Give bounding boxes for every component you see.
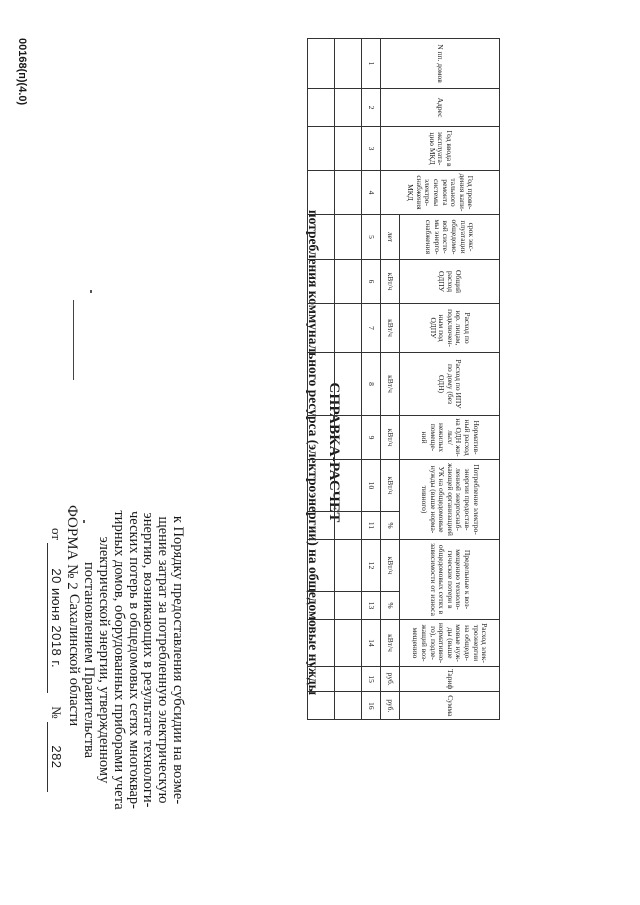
- preamble-line: щение затрат за потребленную электрическую: [155, 516, 172, 804]
- preamble-line: энергию, возникающих в результате технологи-: [140, 512, 157, 808]
- unit-cell: руб.: [381, 692, 400, 720]
- unit-cell: кВт/ч: [381, 620, 400, 667]
- date-prefix: от: [48, 528, 64, 541]
- table-header-row: [400, 39, 500, 720]
- date-day: 20: [48, 568, 64, 584]
- unit-cell: руб.: [381, 667, 400, 692]
- column-number-cell: 10: [362, 460, 381, 512]
- unit-cell: кВт/ч: [381, 416, 400, 460]
- unit-cell: лет: [381, 215, 400, 260]
- header-cell: Расход по юр. лицам, подключен- ным под ОДПУ: [400, 304, 500, 353]
- header-cell: срок экс- плуатации общедомо- вой систе- мы энерго- снабжения: [400, 215, 500, 260]
- date-value: [47, 543, 63, 693]
- document-subtitle: потребления коммунального ресурса (электроэнергии) на общедомовые нужды: [306, 209, 321, 696]
- unit-cell: кВт/ч: [381, 260, 400, 304]
- unit-cell: %: [381, 512, 400, 540]
- date-month: июня: [48, 588, 64, 622]
- unit-cell: кВт/ч: [381, 353, 400, 416]
- column-number-cell: 4: [362, 171, 381, 215]
- column-number-cell: 12: [362, 540, 381, 592]
- form-preamble: [47, 460, 185, 860]
- header-cell: Тариф: [400, 667, 500, 692]
- column-number-cell: 15: [362, 667, 381, 692]
- unit-cell: кВт/ч: [381, 460, 400, 512]
- header-cell: Сумма: [400, 692, 500, 720]
- signature-rule: [73, 300, 74, 380]
- column-number-cell: 14: [362, 620, 381, 667]
- table-blank-row: [335, 39, 362, 720]
- header-cell: Расход по ИПУ по дому (без ОДН): [400, 353, 500, 416]
- calculation-table: [307, 38, 500, 720]
- column-number-cell: 8: [362, 353, 381, 416]
- document-title: СПРАВКА-РАСЧЕТ: [326, 382, 342, 523]
- header-cell: Расход элек- троэнергии на общедо- мовые нуж- ды (выше нормативно- го), подле- жащий воз- мещению: [400, 620, 500, 667]
- preamble-line: электрической энергии, утвержденному: [96, 536, 113, 784]
- preamble-line: постановлением Правительства: [81, 561, 98, 759]
- header-cell: Предельные к воз- мещению техноло- гические потери в общедомовых сетях в зависимости от износа: [400, 540, 500, 620]
- header-cell: Год ввода в эксплуата- цию МКД: [381, 127, 500, 171]
- form-code: 00168(п)(4.0): [16, 38, 28, 106]
- header-cell: Год прове- дения капи- тального ремонта системы электро- снабжения МКД: [381, 171, 500, 215]
- column-number-cell: 9: [362, 416, 381, 460]
- preamble-line: ческих потерь в общедомовых сетях многоквар-: [125, 510, 142, 809]
- date-year: 2018 г.: [48, 625, 64, 669]
- column-number-cell: 16: [362, 692, 381, 720]
- column-number-cell: 11: [362, 512, 381, 540]
- header-cell: Норматив- ный расход на ОДН жи- лых/нежилых помеще- ний: [400, 416, 500, 460]
- scan-speck: [90, 290, 92, 293]
- unit-cell: кВт/ч: [381, 304, 400, 353]
- number-sign: №: [48, 706, 64, 719]
- header-cell: Потребление электро- энергии предостав- ленной энергоснаб- жающей организацией УК на общедомовые нужды (выше норма- тивного): [400, 460, 500, 540]
- column-number-cell: 6: [362, 260, 381, 304]
- header-cell: Адрес: [381, 89, 500, 127]
- preamble-line: Сахалинской области: [66, 593, 83, 727]
- header-cell: N пп. домов: [381, 39, 500, 89]
- form-number: ФОРМА № 2: [64, 505, 80, 590]
- scan-speck: [83, 520, 85, 523]
- approval-date-line: [47, 460, 63, 860]
- unit-cell: кВт/ч: [381, 540, 400, 592]
- document-number: 282: [47, 722, 63, 792]
- column-number-cell: 5: [362, 215, 381, 260]
- unit-cell: %: [381, 592, 400, 620]
- column-number-cell: 2: [362, 89, 381, 127]
- table-column-numbers-row: [362, 39, 381, 720]
- column-number-cell: 7: [362, 304, 381, 353]
- column-number-cell: 1: [362, 39, 381, 89]
- header-cell: Общий расход ОДПУ: [400, 260, 500, 304]
- column-number-cell: 13: [362, 592, 381, 620]
- table-blank-row: [308, 39, 335, 720]
- column-number-cell: 3: [362, 127, 381, 171]
- preamble-line: тирных домов, оборудованных приборами учета: [110, 510, 127, 810]
- preamble-line: к Порядку предоставления субсидии на возме-: [170, 515, 186, 805]
